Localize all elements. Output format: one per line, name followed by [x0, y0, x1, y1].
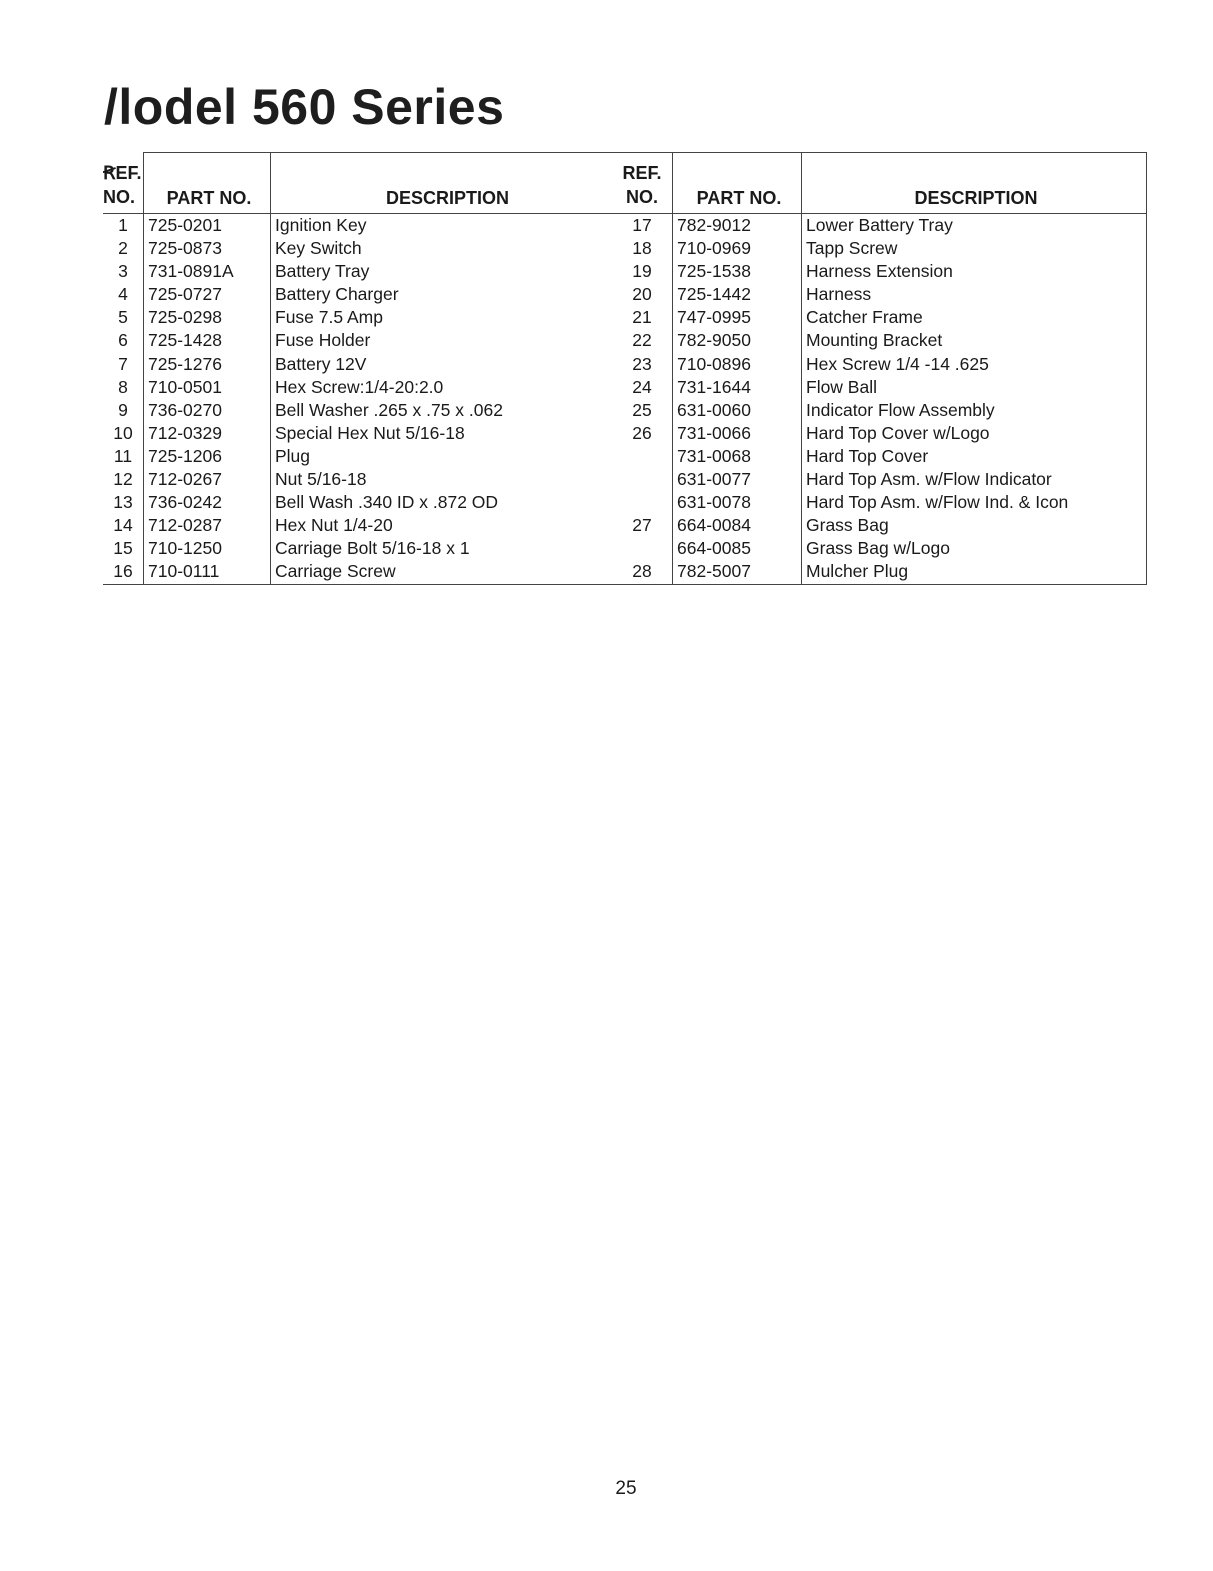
ref-no-cell: 16	[103, 560, 144, 584]
table-row	[612, 537, 1147, 560]
ref-no-cell: 4	[118, 284, 128, 305]
table-header-row	[103, 153, 620, 214]
description-cell: Harness Extension	[802, 260, 1147, 283]
description-cell: Indicator Flow Assembly	[802, 399, 1147, 422]
description-cell: Flow Ball	[802, 376, 1147, 399]
ref-no-cell: 6	[118, 330, 128, 351]
ref-header-line2: NO.	[103, 187, 136, 207]
table-row	[612, 237, 1147, 260]
ref-no-cell: 7	[118, 353, 128, 374]
part-no-cell: 710-0501	[144, 376, 271, 399]
description-cell: Mulcher Plug	[802, 560, 1147, 584]
description-cell: Hard Top Cover	[802, 445, 1147, 468]
ref-no-cell	[612, 491, 673, 514]
table-row	[103, 514, 620, 537]
description-cell: Hex Screw 1/4 -14 .625	[802, 353, 1147, 376]
description-cell: Battery 12V	[271, 353, 621, 376]
ref-no-cell	[612, 468, 673, 491]
table-row	[103, 260, 620, 283]
ref-no-cell: 19	[632, 261, 652, 282]
part-no-cell: 725-1442	[673, 283, 802, 306]
table-row	[103, 329, 620, 352]
ref-no-cell: 1	[118, 215, 128, 235]
table-row	[103, 560, 620, 584]
description-cell: Fuse Holder	[271, 329, 621, 352]
ref-header-line1: ꞦEF.	[103, 163, 142, 183]
table-row	[612, 399, 1147, 422]
table-row	[103, 422, 620, 445]
ref-no-cell: 2	[118, 238, 128, 259]
ref-no-cell: 5	[118, 307, 128, 328]
description-cell: Special Hex Nut 5/16-18	[271, 422, 621, 445]
part-no-cell: 712-0329	[144, 422, 271, 445]
ref-no-cell: 21	[632, 307, 652, 328]
page-number: 25	[615, 1478, 637, 1499]
part-no-cell: 710-0111	[144, 560, 271, 584]
table-row	[612, 306, 1147, 329]
part-no-cell: 782-9012	[673, 214, 802, 238]
part-no-cell: 725-0727	[144, 283, 271, 306]
table-row	[103, 537, 620, 560]
parts-table-right-body	[612, 214, 1147, 585]
part-no-cell: 736-0242	[144, 491, 271, 514]
description-cell: Harness	[802, 283, 1147, 306]
table-row	[103, 468, 620, 491]
ref-no-cell: 26	[632, 422, 652, 443]
ref-header-line1: REF.	[622, 163, 662, 183]
ref-no-cell: 14	[113, 515, 133, 536]
ref-no-cell	[612, 445, 673, 468]
part-no-cell: 664-0085	[673, 537, 802, 560]
part-no-cell: 725-0298	[144, 306, 271, 329]
ref-no-cell: 20	[632, 284, 652, 305]
ref-no-cell: 23	[632, 353, 652, 374]
part-no-cell: 731-0891A	[144, 260, 271, 283]
table-row	[103, 353, 620, 376]
table-header-row	[612, 153, 1147, 214]
parts-table-left	[103, 152, 620, 585]
description-cell: Catcher Frame	[802, 306, 1147, 329]
part-no-cell: 631-0078	[673, 491, 802, 514]
ref-no-cell: 17	[632, 215, 652, 235]
description-cell: Battery Charger	[271, 283, 621, 306]
description-cell: Grass Bag w/Logo	[802, 537, 1147, 560]
part-no-cell: 731-0068	[673, 445, 802, 468]
part-no-header: PART NO.	[673, 153, 802, 214]
table-row	[612, 376, 1147, 399]
ref-no-cell: 25	[632, 399, 652, 420]
description-cell: Hard Top Asm. w/Flow Ind. & Icon	[802, 491, 1147, 514]
description-cell: Ignition Key	[271, 214, 621, 238]
parts-table-right	[612, 152, 1147, 585]
table-row	[612, 560, 1147, 584]
table-row	[103, 376, 620, 399]
description-cell: Hex Screw:1/4-20:2.0	[271, 376, 621, 399]
ref-no-cell	[612, 537, 673, 560]
description-cell: Nut 5/16-18	[271, 468, 621, 491]
page-title: /lodel 560 Series	[104, 79, 505, 135]
description-cell: Battery Tray	[271, 260, 621, 283]
table-row	[103, 445, 620, 468]
table-row	[103, 491, 620, 514]
part-no-cell: 710-0896	[673, 353, 802, 376]
table-row	[612, 214, 1147, 238]
table-row	[612, 422, 1147, 445]
description-cell: Lower Battery Tray	[802, 214, 1147, 238]
ref-no-header	[103, 153, 144, 214]
description-cell: Hard Top Cover w/Logo	[802, 422, 1147, 445]
part-no-cell: 725-1428	[144, 329, 271, 352]
description-cell: Key Switch	[271, 237, 621, 260]
table-row	[612, 445, 1147, 468]
ref-no-cell: 13	[113, 492, 133, 513]
ref-no-cell: 15	[113, 538, 133, 559]
part-no-cell: 731-1644	[673, 376, 802, 399]
part-no-cell: 725-0201	[144, 214, 271, 238]
table-row	[103, 214, 620, 238]
part-no-cell: 782-5007	[673, 560, 802, 584]
table-row	[612, 468, 1147, 491]
part-no-cell: 747-0995	[673, 306, 802, 329]
table-row	[612, 491, 1147, 514]
description-cell: Tapp Screw	[802, 237, 1147, 260]
part-no-cell: 725-0873	[144, 237, 271, 260]
description-cell: Grass Bag	[802, 514, 1147, 537]
ref-no-cell: 11	[113, 445, 133, 466]
description-cell: Hex Nut 1/4-20	[271, 514, 621, 537]
description-cell: Hard Top Asm. w/Flow Indicator	[802, 468, 1147, 491]
ref-no-cell: 3	[118, 261, 128, 282]
part-no-cell: 725-1538	[673, 260, 802, 283]
part-no-cell: 631-0077	[673, 468, 802, 491]
part-no-header: PART NO.	[144, 153, 271, 214]
part-no-cell: 725-1276	[144, 353, 271, 376]
table-row	[612, 514, 1147, 537]
table-row	[103, 306, 620, 329]
part-no-cell: 664-0084	[673, 514, 802, 537]
part-no-cell: 710-0969	[673, 237, 802, 260]
description-cell: Mounting Bracket	[802, 329, 1147, 352]
part-no-cell: 736-0270	[144, 399, 271, 422]
part-no-cell: 725-1206	[144, 445, 271, 468]
table-row	[103, 283, 620, 306]
table-row	[612, 353, 1147, 376]
part-no-cell: 782-9050	[673, 329, 802, 352]
ref-no-cell: 9	[118, 399, 128, 420]
description-cell: Bell Washer .265 x .75 x .062	[271, 399, 621, 422]
ref-no-cell: 8	[118, 376, 128, 397]
ref-header-line2: NO.	[625, 187, 658, 207]
ref-no-cell: 12	[113, 469, 133, 490]
description-cell: Bell Wash .340 ID x .872 OD	[271, 491, 621, 514]
description-cell: Carriage Screw	[271, 560, 621, 584]
parts-table-left-body	[103, 214, 620, 585]
ref-no-header	[612, 153, 673, 214]
ref-no-cell: 10	[113, 422, 133, 443]
ref-no-cell: 18	[632, 238, 652, 259]
ref-no-cell: 28	[612, 560, 673, 584]
description-cell: Plug	[271, 445, 621, 468]
table-row	[103, 237, 620, 260]
part-no-cell: 631-0060	[673, 399, 802, 422]
table-row	[103, 399, 620, 422]
ref-no-cell: 27	[632, 515, 652, 536]
ref-no-cell: 22	[632, 330, 652, 351]
description-header: DESCRIPTION	[802, 153, 1147, 214]
part-no-cell: 731-0066	[673, 422, 802, 445]
part-no-cell: 710-1250	[144, 537, 271, 560]
description-cell: Carriage Bolt 5/16-18 x 1	[271, 537, 621, 560]
description-cell: Fuse 7.5 Amp	[271, 306, 621, 329]
table-row	[612, 329, 1147, 352]
table-row	[612, 283, 1147, 306]
ref-no-cell: 24	[632, 376, 652, 397]
description-header: DESCRIPTION	[271, 153, 621, 214]
part-no-cell: 712-0287	[144, 514, 271, 537]
part-no-cell: 712-0267	[144, 468, 271, 491]
table-row	[612, 260, 1147, 283]
